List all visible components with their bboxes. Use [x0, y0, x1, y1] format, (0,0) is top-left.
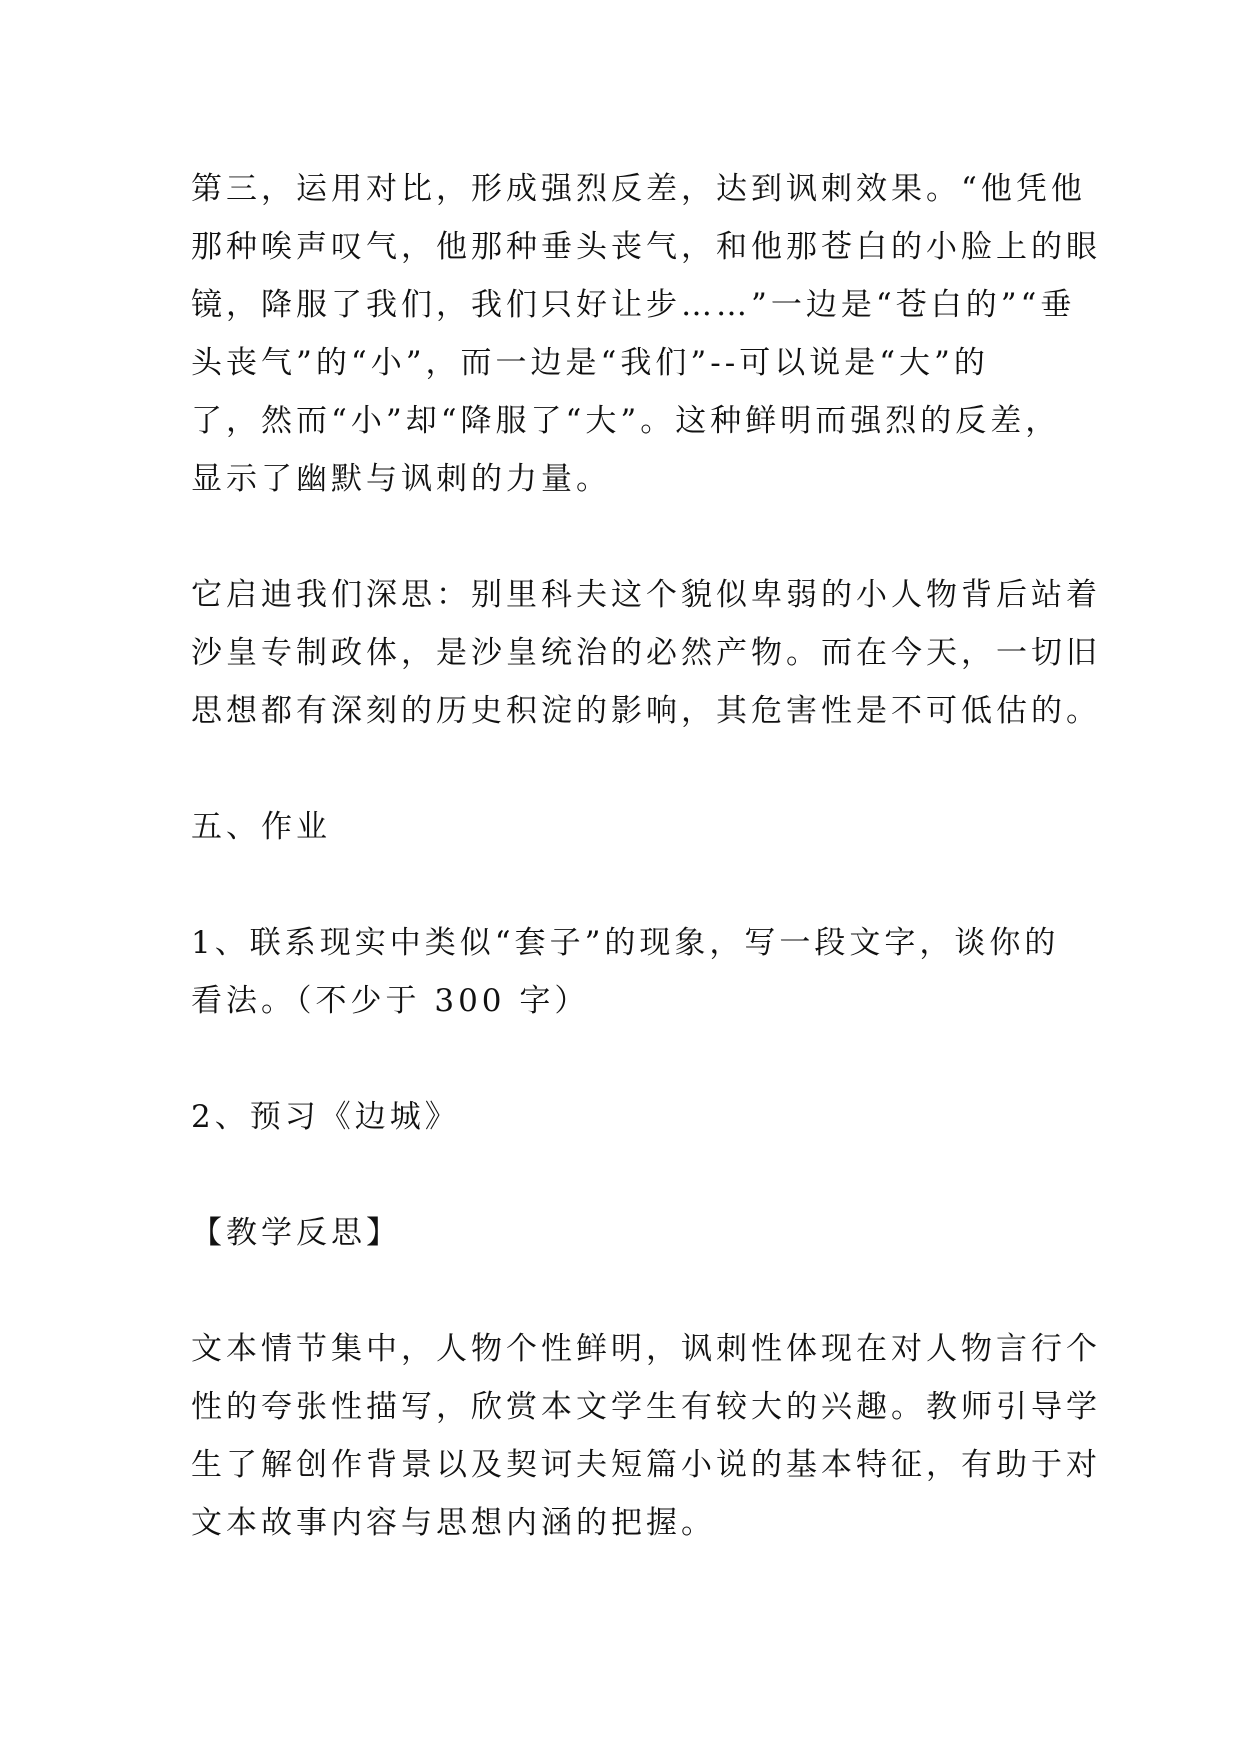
- section-heading-teaching-reflection: [191, 1204, 1091, 1262]
- text-line: 那种唉声叹气，他那种垂头丧气，和他那苍白的小脸上的眼: [191, 229, 1101, 265]
- text-line: 性的夸张性描写，欣赏本文学生有较大的兴趣。教师引导学: [191, 1389, 1101, 1425]
- text-line: 镜，降服了我们，我们只好让步……”一边是“苍白的”“垂: [191, 287, 1076, 323]
- text-line: 2、预习《边城》: [191, 1099, 460, 1135]
- text-line: 显示了幽默与讽刺的力量。: [191, 461, 611, 497]
- text-line: 思想都有深刻的历史积淀的影响，其危害性是不可低估的。: [191, 693, 1101, 729]
- text-line: 头丧气”的“小”，而一边是“我们”--可以说是“大”的: [191, 345, 989, 381]
- homework-item-2: [191, 1088, 1091, 1146]
- section-heading-homework: [191, 798, 1091, 856]
- text-line: 看法。（不少于 300 字）: [191, 983, 590, 1019]
- paragraph-contrast-satire: [191, 160, 1101, 508]
- document-body: [191, 160, 1101, 1610]
- text-line: 了，然而“小”却“降服了“大”。这种鲜明而强烈的反差，: [191, 403, 1061, 439]
- paragraph-teaching-reflection: [191, 1320, 1101, 1552]
- text-line: 文本故事内容与思想内涵的把握。: [191, 1505, 716, 1541]
- heading-text: 【教学反思】: [191, 1215, 401, 1251]
- heading-text: 五、作业: [191, 809, 331, 845]
- text-line: 1、联系现实中类似“套子”的现象，写一段文字，谈你的: [191, 925, 1060, 961]
- paragraph-reflection: [191, 566, 1101, 740]
- text-line: 文本情节集中，人物个性鲜明，讽刺性体现在对人物言行个: [191, 1331, 1101, 1367]
- text-line: 它启迪我们深思：别里科夫这个貌似卑弱的小人物背后站着: [191, 577, 1101, 613]
- text-line: 第三，运用对比，形成强烈反差，达到讽刺效果。“他凭他: [191, 171, 1086, 207]
- text-line: 沙皇专制政体，是沙皇统治的必然产物。而在今天，一切旧: [191, 635, 1101, 671]
- homework-item-1: [191, 914, 1091, 1030]
- text-line: 生了解创作背景以及契诃夫短篇小说的基本特征，有助于对: [191, 1447, 1101, 1483]
